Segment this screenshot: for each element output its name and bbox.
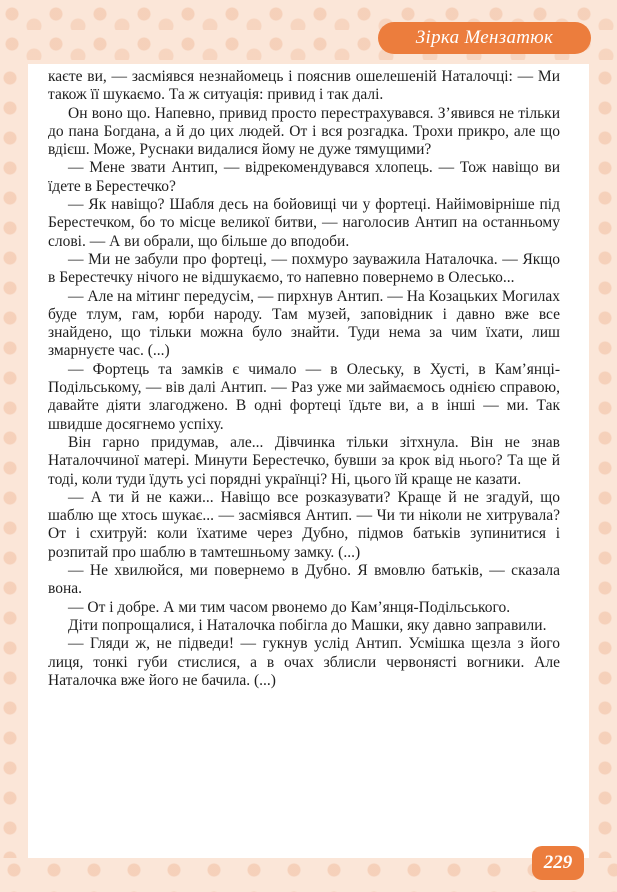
paragraph: — А ти й не кажи... Навіщо все розказувати? Краще й не згадуй, що шаблю ще хтось шукає... — засміявся Антип. — Чи ти ніколи не хитрувала? От і схитруй: коли їхатиме через Дубно, підмов батьків зупинитися і розпитай про шаблю в тамтешньому замку. (...) — [48, 488, 560, 561]
story-text — [48, 68, 560, 690]
paragraph: — Фортець та замків є чимало — в Олеську, в Хусті, в Кам’янці-Подільському, — вів далі Антип. — Раз уже ми займаємось однією справою, давайте діяти злагоджено. В одні фортеці їдьте ви, а в інші — ми. Так швидше досягнемо успіху. — [48, 360, 560, 433]
paragraph: — Не хвилюйся, ми повернемо в Дубно. Я вмовлю батьків, — сказала вона. — [48, 562, 560, 598]
paragraph: — Як навіщо? Шабля десь на бойовищі чи у фортеці. Найімовірніше під Берестечком, бо то місце великої битви, — наголосив Антип на останньому слові. — А ви обрали, що більше до вподоби. — [48, 196, 560, 250]
paragraph: Діти попрощалися, і Наталочка побігла до Машки, яку давно заправили. — [68, 616, 547, 634]
paragraph: каєте ви, — засміявся незнайомець і пояснив ошелешеній Наталочці: — Ми також її шукаємо. Та ж ситуація: привид і так далі. — [48, 68, 560, 104]
decorative-frame-left — [0, 64, 28, 892]
paragraph: Он воно що. Напевно, привид просто перестрахувався. З’явився не тільки до пана Богдана, а й до цих людей. От і вся розгадка. Трохи прикро, але що вдієш. Може, Руснаки видалися йому не дуже тямущими? — [48, 104, 560, 159]
paragraph: — От і добре. А ми тим часом рвонемо до Кам’янця-Подільського. — [68, 598, 511, 616]
paragraph: — Мене звати Антип, — відрекомендувався хлопець. — Тож навіщо ви їдете в Берестечко? — [48, 159, 560, 195]
decorative-frame-right — [589, 64, 617, 892]
paragraph: — Гляди ж, не підведи! — гукнув услід Антип. Усмішка щезла з його лиця, тонкі губи стислися, а в очах зблисли червонясті вогники. Але Наталочка вже його не бачила. (...) — [48, 635, 560, 689]
page-number-badge: 229 — [532, 846, 584, 880]
paragraph: Він гарно придумав, але... Дівчинка тільки зітхнула. Він не знав Наталоччиної матері. Минути Берестечко, бувши за крок від нього? Та ще й тоді, коли туди їдуть усі порядні українці? Ні, цього їй краще не казати. — [48, 433, 560, 488]
decorative-frame-bottom — [0, 858, 617, 892]
author-name-tab: Зірка Мензатюк — [378, 22, 591, 54]
paragraph: — Але на мітинг передусім, — пирхнув Антип. — На Козацьких Могилах буде тлум, гам, юрби народу. Там музей, заповідник і давно вже все знайдено, що тільки можна було знайти. Туди нема за чим їхати, лиш змарнуєте час. (...) — [48, 287, 560, 360]
paragraph: — Ми не забули про фортеці, — похмуро зауважила Наталочка. — Якщо в Берестечку нічого не відшукаємо, то напевно повернемо в Олесько... — [48, 250, 560, 287]
